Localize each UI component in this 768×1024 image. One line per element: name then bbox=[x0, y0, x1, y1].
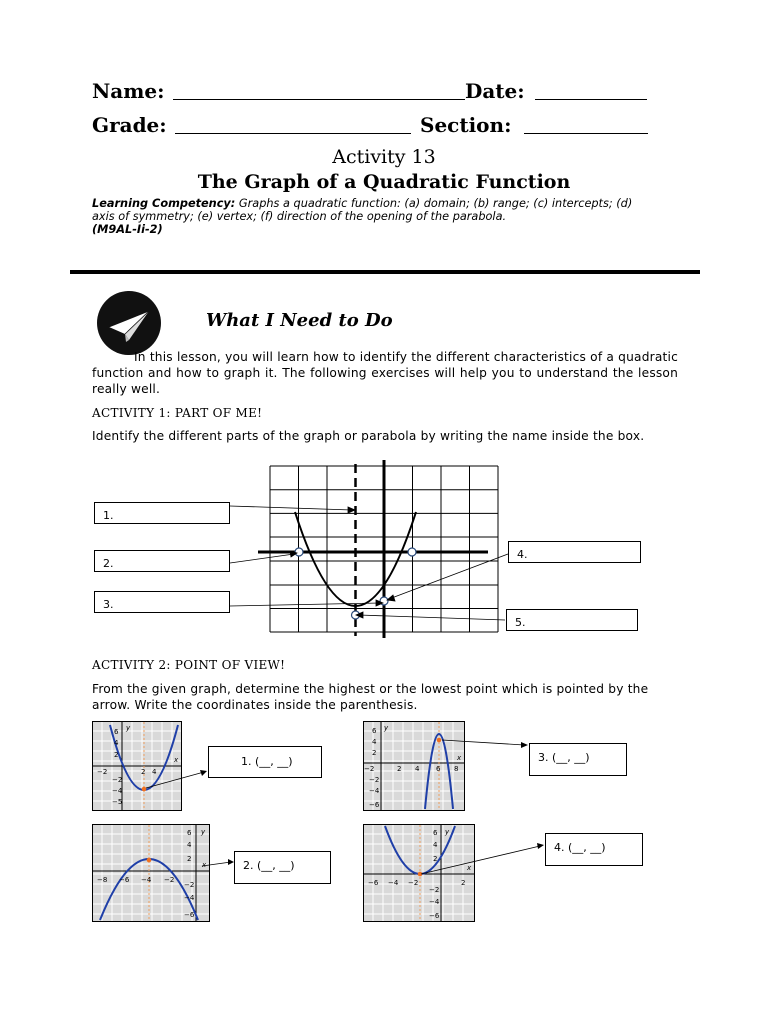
activity2-answer-box-4[interactable]: 4. (__, __) bbox=[545, 833, 643, 866]
activity2-answer-box-1[interactable]: 1. (__, __) bbox=[208, 746, 322, 778]
svg-text:−4: −4 bbox=[141, 876, 152, 884]
svg-text:−6: −6 bbox=[369, 801, 380, 809]
svg-text:−4: −4 bbox=[369, 787, 380, 795]
activity1-answer-box-2[interactable]: 2. bbox=[94, 550, 230, 572]
svg-text:4: 4 bbox=[415, 765, 420, 773]
activity2-arrow-1 bbox=[140, 760, 212, 800]
svg-text:−2: −2 bbox=[369, 776, 380, 784]
graph4-y-label: y bbox=[445, 828, 450, 836]
graph2-x-label: x bbox=[202, 861, 207, 869]
activity2-arrow-3 bbox=[440, 736, 530, 752]
activity-title: Activity 13 bbox=[332, 146, 436, 168]
activity1-answer-box-4[interactable]: 4. bbox=[508, 541, 641, 563]
svg-text:2: 2 bbox=[141, 768, 146, 776]
paper-plane-icon bbox=[96, 290, 162, 356]
svg-text:2: 2 bbox=[461, 879, 466, 887]
svg-text:6: 6 bbox=[436, 765, 441, 773]
activity2-arrow-4 bbox=[418, 840, 548, 878]
section-field-line[interactable] bbox=[524, 133, 648, 134]
name-label: Name: bbox=[92, 79, 165, 103]
graph4-x-label: x bbox=[467, 864, 472, 872]
svg-text:2: 2 bbox=[114, 751, 119, 759]
svg-text:−6: −6 bbox=[184, 911, 195, 919]
activity1-heading: ACTIVITY 1: PART OF ME! bbox=[92, 406, 263, 420]
svg-text:2: 2 bbox=[187, 855, 192, 863]
section-heading: What I Need to Do bbox=[206, 310, 393, 331]
grade-label: Grade: bbox=[92, 113, 167, 137]
svg-text:−2: −2 bbox=[429, 886, 440, 894]
svg-text:6: 6 bbox=[433, 829, 438, 837]
svg-text:4: 4 bbox=[187, 841, 192, 849]
svg-text:−4: −4 bbox=[388, 879, 399, 887]
competency-text: Graphs a quadratic function: (a) domain; (b) range; (c) intercepts; (d) axis of symmetry; (e) vertex; (f) direction of the opening of the parabola. bbox=[92, 197, 633, 223]
activity2-arrow-2 bbox=[200, 848, 236, 878]
svg-text:−4: −4 bbox=[112, 787, 123, 795]
date-field-line[interactable] bbox=[535, 99, 647, 100]
svg-text:4: 4 bbox=[372, 738, 377, 746]
activity2-answer-box-2[interactable]: 2. (__, __) bbox=[234, 851, 331, 884]
activity2-heading: ACTIVITY 2: POINT OF VIEW! bbox=[92, 658, 286, 672]
svg-text:−6: −6 bbox=[368, 879, 379, 887]
name-field-line[interactable] bbox=[173, 99, 465, 100]
graph1-x-label: x bbox=[174, 756, 179, 764]
svg-text:−2: −2 bbox=[112, 776, 123, 784]
svg-text:−8: −8 bbox=[97, 876, 108, 884]
activity1-answer-box-1[interactable]: 1. bbox=[94, 502, 230, 524]
svg-text:2: 2 bbox=[397, 765, 402, 773]
date-label: Date: bbox=[465, 79, 525, 103]
section-label: Section: bbox=[420, 113, 512, 137]
svg-text:8: 8 bbox=[454, 765, 459, 773]
svg-text:4: 4 bbox=[114, 739, 119, 747]
svg-text:−6: −6 bbox=[119, 876, 130, 884]
activity2-instruction: From the given graph, determine the highest or the lowest point which is pointed by the arrow. Write the coordinates inside the parenthesis. bbox=[92, 682, 649, 712]
svg-text:6: 6 bbox=[114, 728, 119, 736]
competency-code: (M9AL-Ii-2) bbox=[92, 223, 163, 236]
svg-text:4: 4 bbox=[433, 841, 438, 849]
activity1-answer-box-3[interactable]: 3. bbox=[94, 591, 230, 613]
activity-subtitle: The Graph of a Quadratic Function bbox=[197, 171, 571, 193]
section-divider bbox=[70, 270, 700, 274]
svg-text:−2: −2 bbox=[408, 879, 419, 887]
activity1-instruction: Identify the different parts of the graph or parabola by writing the name inside the box. bbox=[92, 429, 645, 443]
svg-text:−2: −2 bbox=[364, 765, 375, 773]
svg-text:−5: −5 bbox=[112, 798, 123, 806]
svg-text:−2: −2 bbox=[184, 881, 195, 889]
svg-text:−2: −2 bbox=[164, 876, 175, 884]
competency-label: Learning Competency: bbox=[92, 197, 236, 210]
svg-text:−4: −4 bbox=[429, 898, 440, 906]
activity2-graph-2 bbox=[92, 824, 210, 922]
intro-paragraph: In this lesson, you will learn how to identify the different characteristics of a quadratic function and how to graph it. The following exercises will help you to understand the lesson really well. bbox=[92, 350, 678, 396]
svg-text:6: 6 bbox=[187, 829, 192, 837]
svg-text:−4: −4 bbox=[184, 894, 195, 902]
graph3-x-label: x bbox=[457, 754, 462, 762]
grade-field-line[interactable] bbox=[175, 133, 411, 134]
svg-text:−6: −6 bbox=[429, 912, 440, 920]
activity2-graph-3 bbox=[363, 721, 465, 811]
svg-text:2: 2 bbox=[372, 749, 377, 757]
svg-text:−2: −2 bbox=[97, 768, 108, 776]
svg-text:2: 2 bbox=[433, 855, 438, 863]
activity1-answer-box-5[interactable]: 5. bbox=[506, 609, 638, 631]
svg-text:4: 4 bbox=[152, 768, 157, 776]
graph1-y-label: y bbox=[126, 724, 131, 732]
graph3-y-label: y bbox=[384, 724, 389, 732]
learning-competency bbox=[92, 197, 658, 236]
graph2-y-label: y bbox=[201, 828, 206, 836]
svg-text:6: 6 bbox=[372, 727, 377, 735]
activity2-answer-box-3[interactable]: 3. (__, __) bbox=[529, 743, 627, 776]
